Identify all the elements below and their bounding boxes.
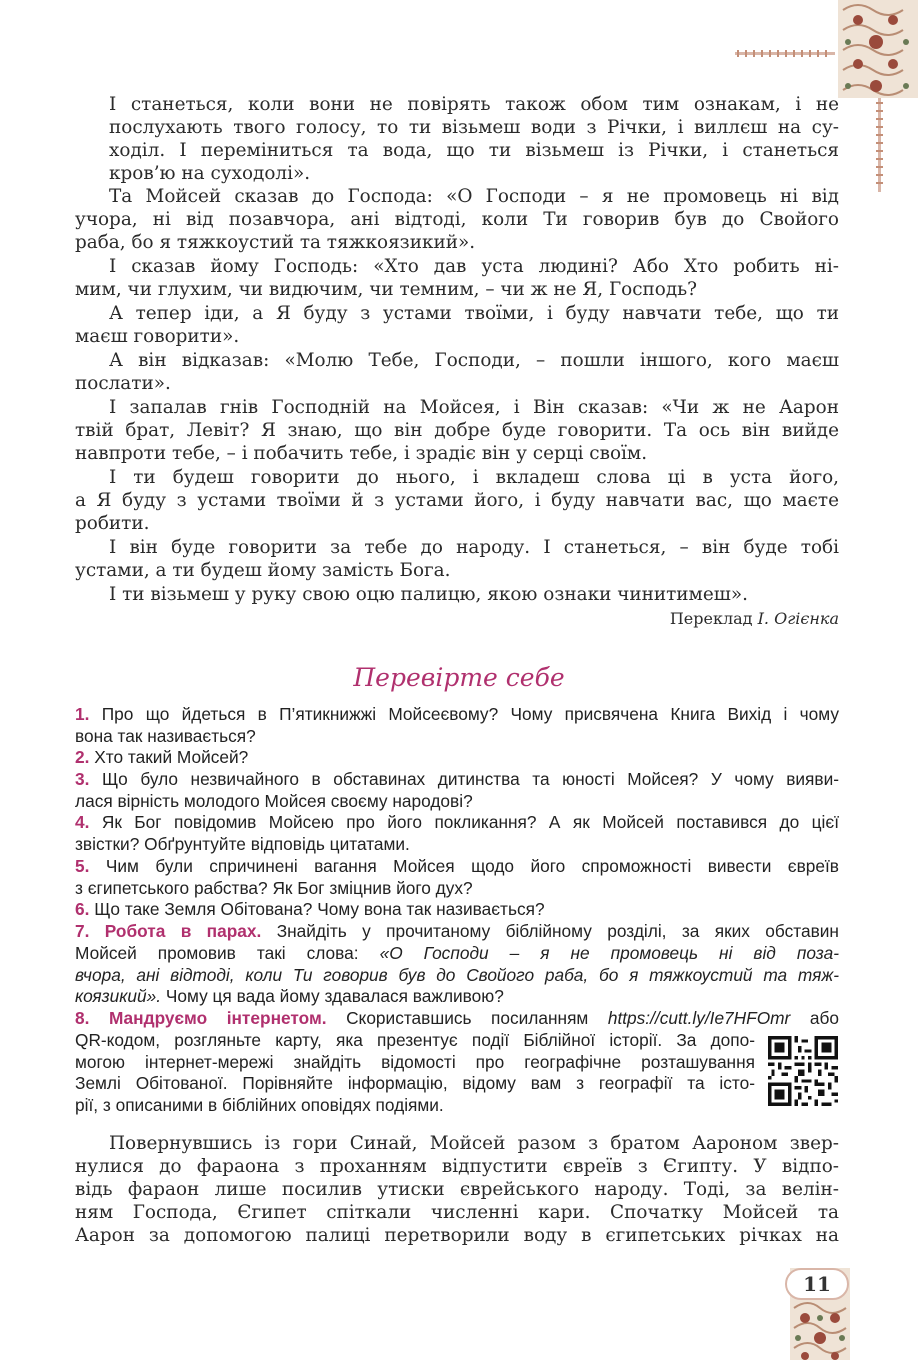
question-number: 5. (75, 856, 90, 876)
question-2 (75, 747, 839, 769)
text-line: І він буде говорити за тебе до народу. І станеться, – він буде тобі (109, 537, 839, 558)
text-line: робити. (75, 513, 150, 535)
question-text: Мойсей промовив такі слова: (75, 942, 359, 963)
quote-text: «О Господи – я не промовець ні від поза- (379, 942, 839, 963)
question-6 (75, 899, 839, 921)
question-number: 4. (75, 812, 90, 832)
translator-credit (670, 609, 839, 628)
text-line: ням Господа, Єгипет спіткали численні кари. Спочатку Мойсей та (75, 1202, 839, 1224)
question-text: Чим були спричинені вагання Мойсея щодо його спроможності вивести євреїв (105, 856, 839, 876)
text-line: А він відказав: «Молю Тебе, Господи, – пошли іншого, кого маєш (109, 350, 839, 371)
reading-paragraph (75, 536, 839, 582)
task-label: Робота в парах. (104, 921, 262, 941)
question-text: звістки? Обґрунтуйте відповідь цитатами. (75, 833, 410, 854)
corner-ornament-icon (838, 0, 918, 98)
text-line: відь фараон лише посилив утиски єврейського народу. Тоді, за велін- (75, 1179, 839, 1201)
text-line: нулися до фараона з проханням відпустити євреїв з Єгипту. У відпо- (75, 1156, 839, 1178)
text-line: раба, бо я тяжкоустий та тяжкоязикий». (75, 232, 476, 254)
url-link[interactable]: https://cutt.ly/Ie7HFOmr (607, 1008, 791, 1028)
question-text: або (809, 1008, 839, 1028)
text-line: І запалав гнів Господній на Мойсея, і Він сказав: «Чи ж не Аарон (109, 397, 839, 418)
reading-paragraph (75, 583, 839, 606)
question-number: 3. (75, 769, 90, 789)
question-number: 1. (75, 704, 90, 724)
question-number: 6. (75, 899, 90, 919)
question-5 (75, 856, 839, 900)
question-text: Знайдіть у прочитаному біблійному розділі, за яких обставин (276, 921, 839, 941)
text-line: Повернувшись із гори Синай, Мойсей разом з братом Аароном звер- (109, 1133, 839, 1154)
reading-paragraph (75, 185, 839, 254)
text-line: устами, а ти будеш йому замість Бога. (75, 560, 451, 582)
closing-paragraph (75, 1132, 839, 1247)
text-line: учора, ні від позавчора, ані відтоді, коли Ти говорив був до Свойого (75, 209, 839, 231)
question-text: з єгипетського рабства? Як Бог зміцнив його дух? (75, 877, 473, 898)
question-1 (75, 704, 839, 748)
question-text: вона так називається? (75, 725, 256, 746)
text-line: мим, чи глухим, чи видючим, чи темним, – чи ж не Я, Господь? (75, 279, 698, 301)
reading-paragraph (75, 349, 839, 395)
quote-text: коязикий». (75, 986, 162, 1007)
question-text: Землі Обітованої. Порівняйте інформацію, відому вам з географії та істо- (75, 1073, 755, 1094)
quote-text: вчора, ані відтоді, коли Ти говорив був до Свойого раба, бо я тяжкоустий та тяж- (75, 964, 839, 985)
text-line: І станеться, коли вони не повірять також обом тим ознакам, і не (109, 94, 839, 115)
question-text: Що таке Земля Обітована? Чому вона так називається? (94, 899, 545, 919)
reading-paragraph (75, 396, 839, 465)
text-line: І ти візьмеш у руку свою оцю палицю, якою ознаки чинитимеш». (109, 584, 748, 605)
translator-name: І. Огієнка (757, 609, 839, 628)
decorative-rule-horizontal (735, 44, 835, 51)
question-4 (75, 812, 839, 856)
question-text: Про що йдеться в П’ятикнижжі Мойсеєвому? Чому присвячена Книга Вихід і чому (101, 704, 839, 724)
text-line: Та Мойсей сказав до Господа: «О Господи – я не промовець ні від (109, 186, 839, 207)
question-3 (75, 769, 839, 813)
question-number: 7. (75, 921, 90, 941)
reading-paragraph (75, 302, 839, 348)
translator-prefix: Переклад (669, 609, 753, 628)
text-line: а Я буду з устами твоїми й з устами його, і буду навчати вас, що маєте (75, 490, 839, 512)
question-7 (75, 921, 839, 1008)
question-text: лася вірність молодого Мойсея своєму народові? (75, 790, 473, 811)
text-line: твій брат, Левіт? Я знаю, що він добре буде говорити. Та ось він вийде (75, 420, 839, 442)
question-text: Хто такий Мойсей? (94, 747, 249, 767)
question-number: 2. (75, 747, 90, 767)
text-line: І ти будеш говорити до нього, і вкладеш слова ці в уста його, (109, 467, 839, 488)
text-line: кров’ю на суходолі». (109, 163, 311, 185)
reading-paragraph (75, 255, 839, 301)
question-text: Чому ця вада йому здавалася важливою? (165, 986, 504, 1007)
reading-paragraph (75, 93, 839, 185)
decorative-rule-vertical (876, 98, 883, 192)
text-line: послати». (75, 373, 171, 395)
qr-code-icon[interactable] (768, 1036, 838, 1106)
question-text: Скориставшись посиланням (346, 1008, 589, 1028)
task-label: Мандруємо інтернетом. (108, 1008, 327, 1028)
text-line: навпроти тебе, – і побачить тебе, і зрадіє він у серці своїм. (75, 443, 648, 465)
text-line: І сказав йому Господь: «Хто дав уста людині? Або Хто робить ні- (109, 256, 839, 277)
section-title: Перевірте себе (353, 663, 565, 692)
question-8 (75, 1008, 839, 1117)
reading-paragraph (75, 466, 839, 535)
question-text: Що було незвичайного в обставинах дитинства та юності Мойсея? У чому вияви- (101, 769, 839, 789)
question-number: 8. (75, 1008, 90, 1028)
question-text: Як Бог повідомив Мойсею про його покликання? А як Мойсей поставився до цієї (101, 812, 839, 832)
text-line: ходіл. І переміниться та вода, що ти візьмеш із Річки, і станеться (109, 140, 839, 162)
text-line: маєш говорити». (75, 326, 240, 348)
page-number: 11 (785, 1268, 849, 1300)
question-text: QR-кодом, розгляньте карту, яка презентує події Біблійної історії. За допо- (75, 1029, 755, 1050)
text-line: Аарон за допомогою палиці перетворили воду в єгипетських річках на (75, 1225, 839, 1247)
question-text: рії, з описаними в біблійних оповідях подіями. (75, 1095, 444, 1116)
question-text: могою інтернет-мережі знайдіть відомості про географічне розташування (75, 1051, 755, 1072)
text-line: А тепер іди, а Я буду з устами твоїми, і буду навчати тебе, що ти (109, 303, 839, 324)
text-line: послухають твого голосу, то ти візьмеш води з Річки, і виллєш на су- (109, 117, 839, 139)
